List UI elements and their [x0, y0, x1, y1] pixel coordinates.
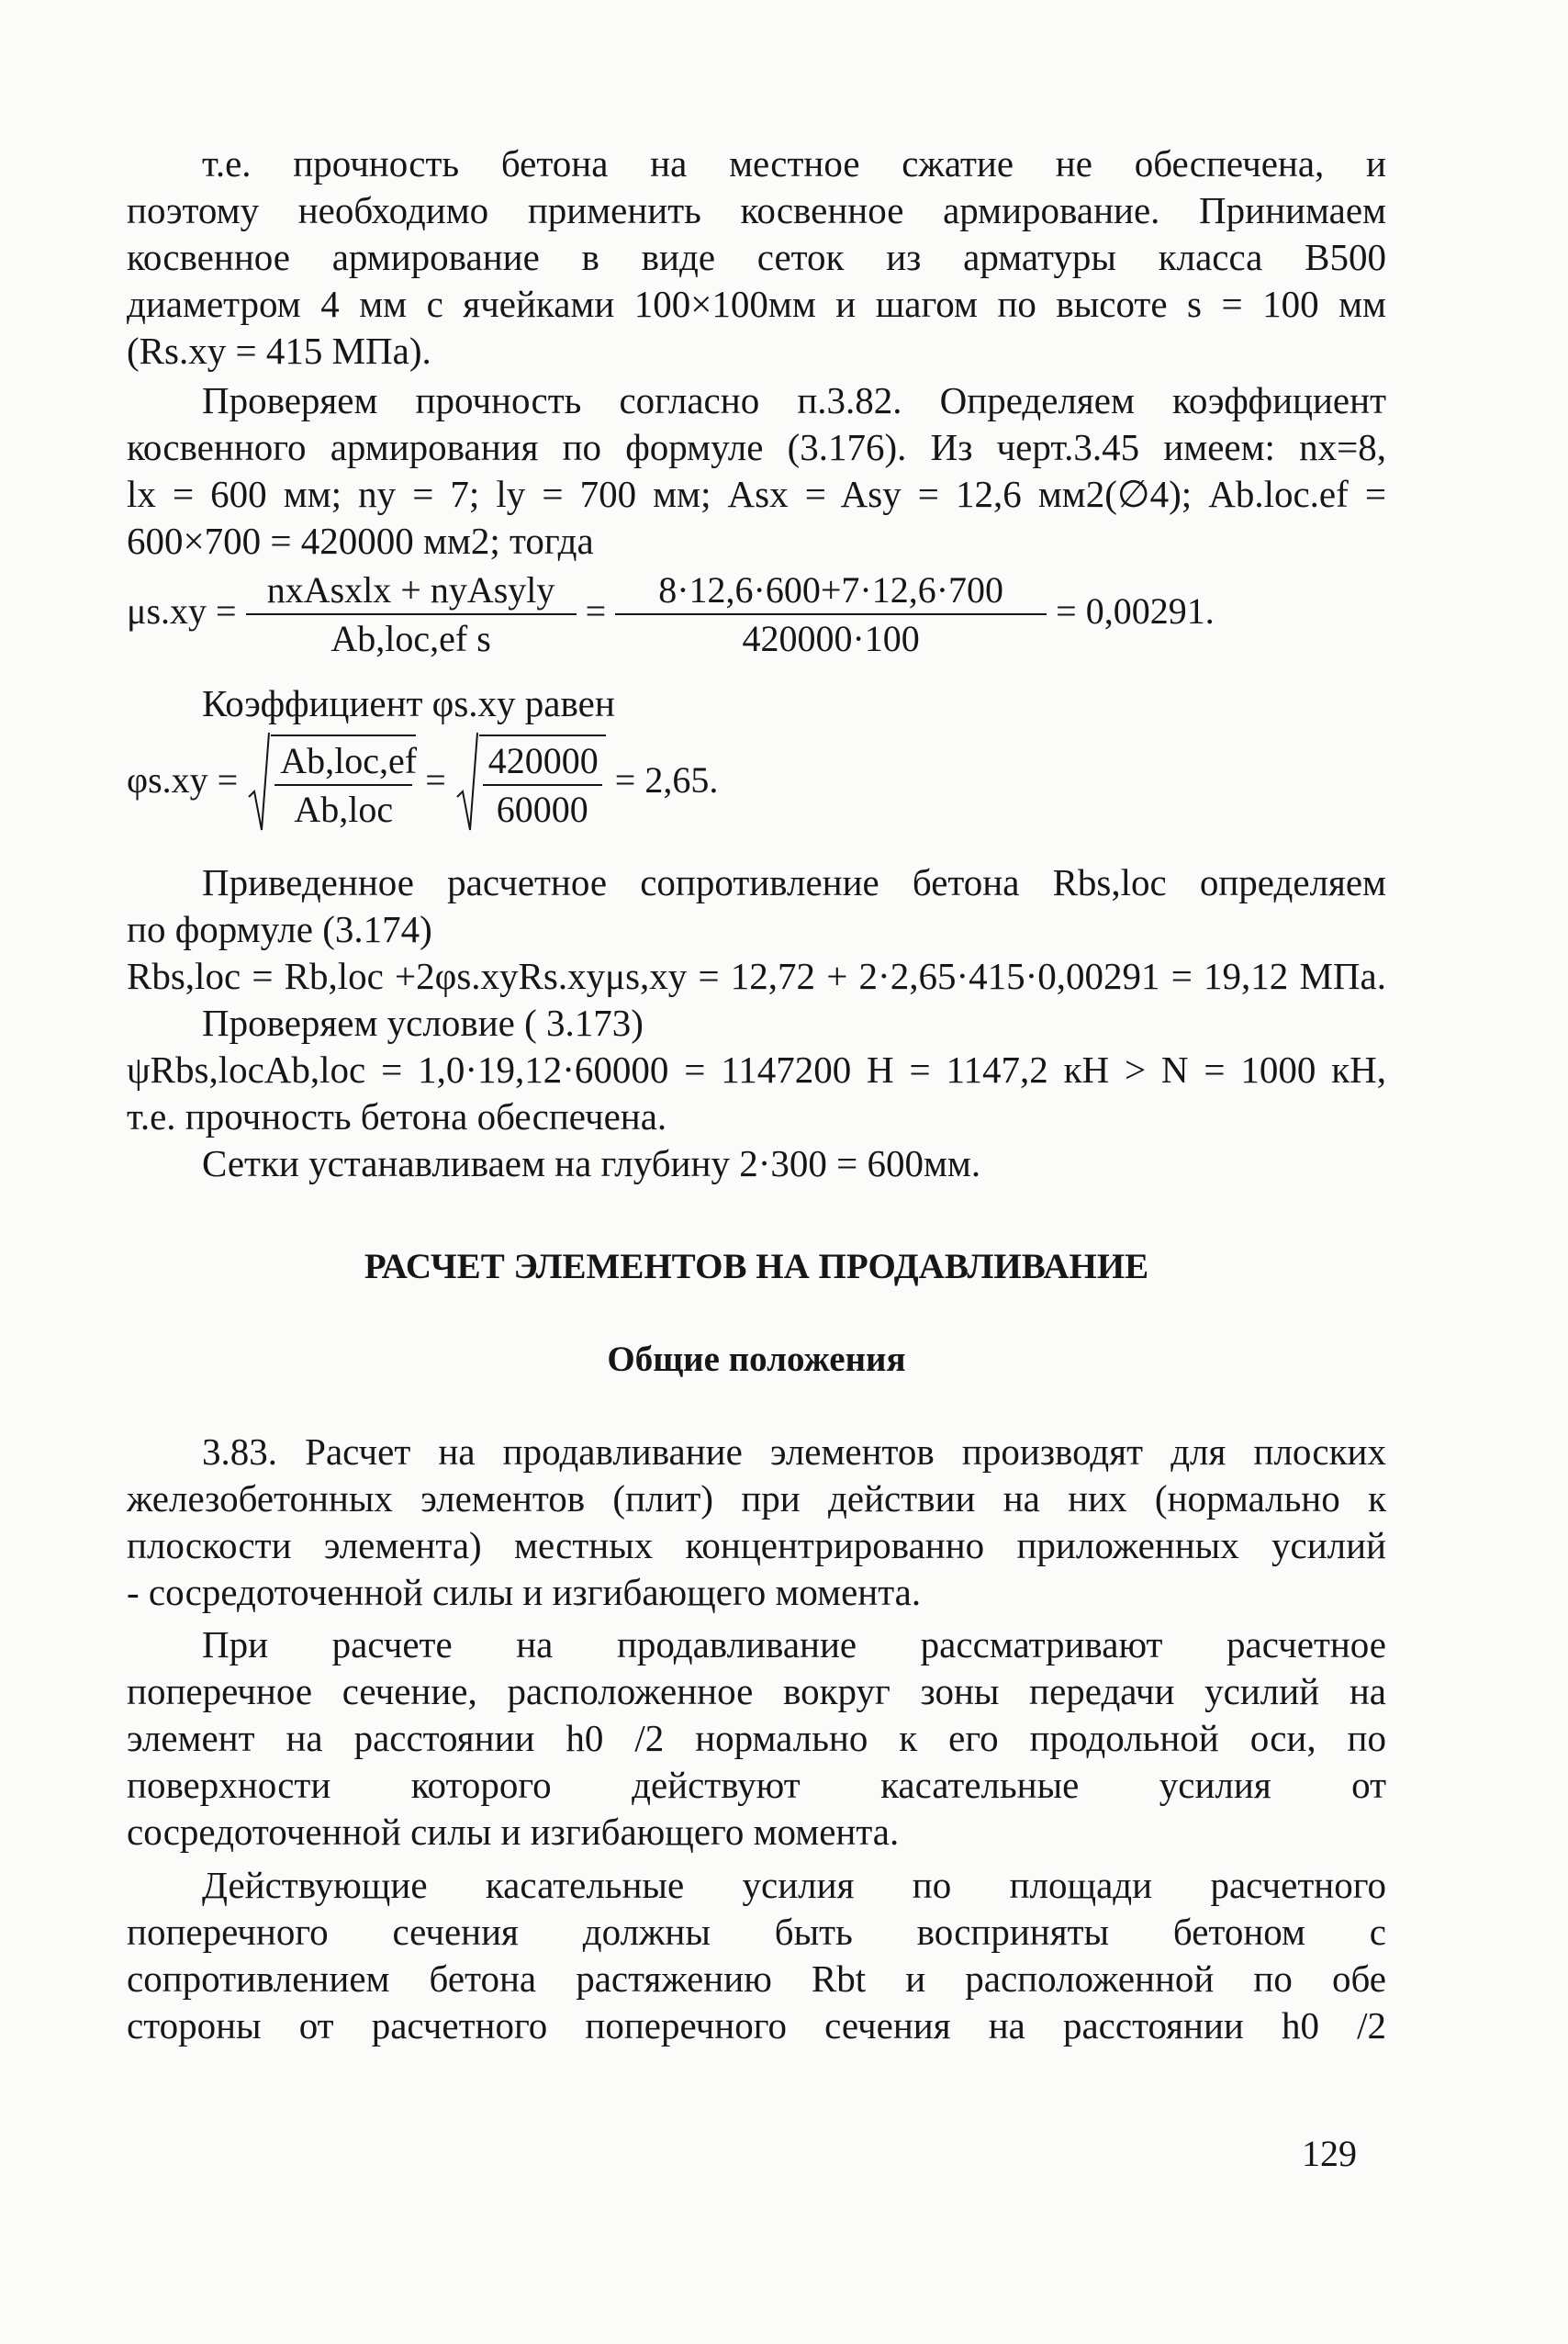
text-line: Действующие касательные усилия по площади расчетного — [202, 1864, 1386, 1906]
text-line: т.е. прочность бетона на местное сжатие не обеспечена, и — [202, 142, 1386, 185]
radical-sign-icon — [247, 731, 271, 834]
section-heading: РАСЧЕТ ЭЛЕМЕНТОВ НА ПРОДАВЛИВАНИЕ — [364, 1247, 1149, 1286]
equals-sign: = — [585, 590, 607, 633]
text-line: Проверяем прочность согласно п.3.82. Определяем коэффициент — [202, 379, 1386, 421]
text-line: поэтому необходимо применить косвенное армирование. Принимаем — [127, 189, 1386, 231]
text-line: железобетонных элементов (плит) при действии на них (нормально к — [127, 1477, 1386, 1520]
text-line: поверхности которого действуют касательные усилия от — [127, 1764, 1386, 1806]
fraction-numerator: Ab,loc,ef — [274, 738, 412, 786]
square-root — [247, 735, 416, 834]
fraction-numerator: 420000 — [483, 738, 602, 786]
text-line: диаметром 4 мм с ячейками 100×100мм и шагом по высоте s = 100 мм — [127, 283, 1386, 325]
square-root — [455, 735, 606, 834]
text-line: Сетки устанавливаем на глубину 2·300 = 600мм. — [202, 1142, 981, 1184]
text-line: При расчете на продавливание рассматривают расчетное — [202, 1623, 1386, 1665]
text-line: 3.83. Расчет на продавливание элементов производят для плоских — [202, 1430, 1386, 1473]
text-line: поперечного сечения должны быть восприняты бетоном с — [127, 1911, 1386, 1953]
text-line: сопротивлением бетона растяжению Rbt и расположенной по обе — [127, 1957, 1386, 2000]
fraction-denominator: 420000·100 — [742, 618, 920, 659]
text-line: 600×700 = 420000 мм2; тогда — [127, 520, 594, 562]
formula-lhs: φs.xy = — [127, 759, 239, 802]
text-line: поперечное сечение, расположенное вокруг зоны передачи усилий на — [127, 1670, 1386, 1712]
formula-result: = 0,00291. — [1056, 590, 1215, 633]
formula-phi — [127, 735, 718, 834]
text-line: косвенного армирования по формуле (3.176). Из черт.3.45 имеем: nx=8, — [127, 426, 1386, 468]
text-line: - сосредоточенной силы и изгибающего момента. — [127, 1571, 922, 1613]
formula-lhs: μs.xy = — [127, 590, 237, 633]
text-line: Проверяем условие ( 3.173) — [202, 1002, 644, 1044]
radical-sign-icon — [455, 731, 479, 834]
text-line: элемент на расстоянии h0 /2 нормально к его продольной оси, по — [127, 1717, 1386, 1759]
fraction-denominator: 60000 — [496, 789, 588, 830]
fraction — [615, 567, 1047, 663]
text-line: Rbs,loc = Rb,loc +2φs.xyRs.xyμs,xy = 12,72 + 2·2,65·415·0,00291 = 19,12 МПа. — [127, 955, 1386, 997]
text-line: ψRbs,locAb,loc = 1,0·19,12·60000 = 1147200 Н = 1147,2 кН > N = 1000 кН, — [127, 1049, 1386, 1091]
fraction — [246, 567, 577, 663]
text-line: lx = 600 мм; ny = 7; ly = 700 мм; Asx = Asy = 12,6 мм2(∅4); Ab.loc.ef = — [127, 473, 1386, 515]
text-line: (Rs.xy = 415 МПа). — [127, 330, 431, 372]
text-line: стороны от расчетного поперечного сечения на расстоянии h0 /2 — [127, 2004, 1386, 2047]
text-line: Приведенное расчетное сопротивление бетона Rbs,loc определяем — [202, 861, 1386, 903]
fraction-denominator: Ab,loc — [294, 789, 394, 830]
fraction-denominator: Ab,loc,ef s — [330, 618, 491, 659]
subsection-heading: Общие положения — [607, 1340, 906, 1379]
text-line: Коэффициент φs.xy равен — [202, 682, 615, 724]
fraction-numerator: nxAsxlx + nyAsyly — [246, 567, 577, 615]
page-number: 129 — [1302, 2133, 1357, 2174]
text-line: сосредоточенной силы и изгибающего момента. — [127, 1811, 900, 1853]
formula-result: = 2,65. — [614, 759, 719, 802]
text-line: т.е. прочность бетона обеспечена. — [127, 1095, 667, 1138]
text-line: по формуле (3.174) — [127, 908, 432, 950]
formula-mu — [127, 567, 1215, 663]
text-line: плоскости элемента) местных концентрированно приложенных усилий — [127, 1524, 1386, 1566]
text-line: косвенное армирование в виде сеток из арматуры класса В500 — [127, 236, 1386, 278]
fraction-numerator: 8·12,6·600+7·12,6·700 — [615, 567, 1047, 615]
equals-sign: = — [425, 759, 446, 802]
